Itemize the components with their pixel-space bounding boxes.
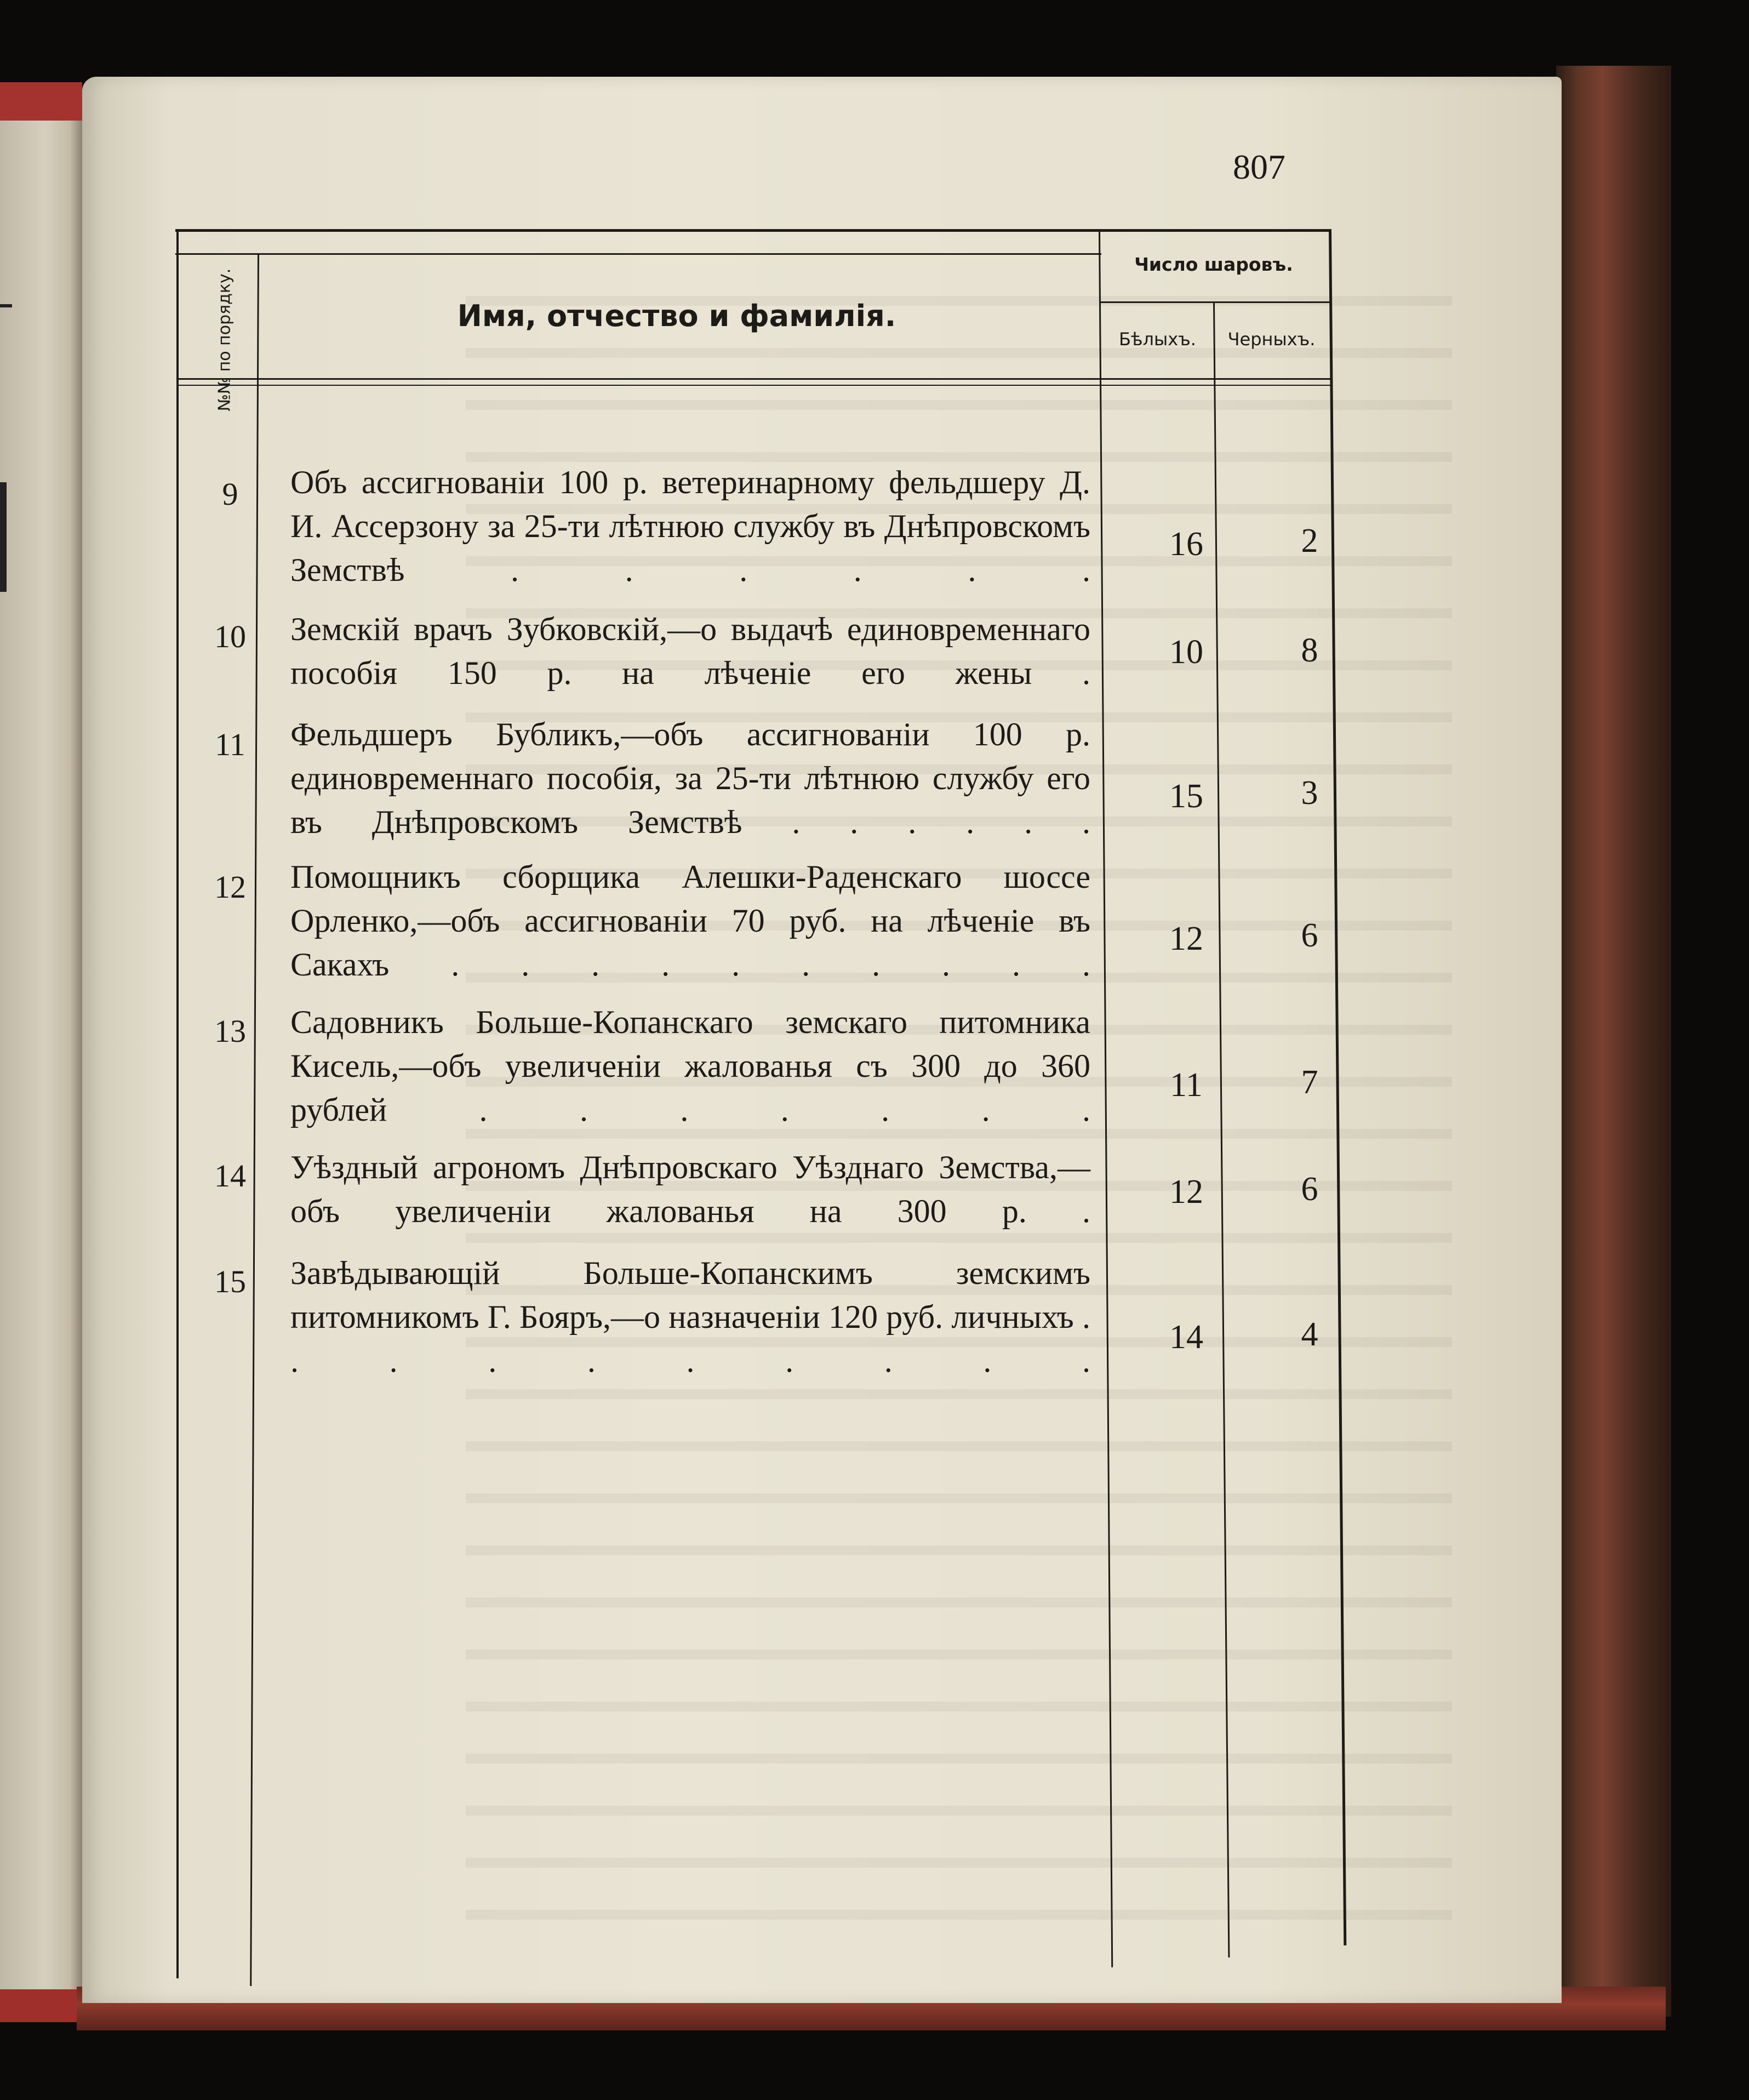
row-white-count: 14 [1169, 1319, 1203, 1356]
table-left-rule [176, 230, 179, 1978]
balls-subheader-rule [1100, 301, 1330, 303]
row-black-count: 3 [1301, 774, 1318, 812]
row-black-count: 6 [1301, 1171, 1318, 1208]
row-text: Садовникъ Больше-Копанскаго земскаго питомника Кисель,—объ увеличеніи жалованья съ 300 до 360 рублей . . . . . . . [290, 1004, 1090, 1128]
row-text: Уѣздный агрономъ Днѣпровскаго Уѣзднаго Земства,—объ увеличеніи жалованья на 300 р. . [290, 1149, 1090, 1229]
row-text: Земскій врачъ Зубковскій,—о выдачѣ единовременнаго пособія 150 р. на лѣченіе его жены . [290, 611, 1090, 691]
row-number: 10 [214, 619, 246, 654]
book-spine [1556, 66, 1671, 2017]
row-black-count: 2 [1301, 522, 1318, 560]
row-black-count: 7 [1301, 1064, 1318, 1101]
table-top-rule [175, 229, 1331, 232]
header-black-column: Черныхъ. [1227, 329, 1316, 350]
row-number: 15 [214, 1264, 246, 1299]
row-white-count: 12 [1169, 1173, 1203, 1211]
row-text: Помощникъ сборщика Алешки-Раденскаго шоссе Орленко,—объ ассигнованіи 70 руб. на лѣченіе въ Сакахъ . . . . . . . . . . [290, 859, 1090, 983]
row-text: Завѣдывающій Больше-Копанскимъ земскимъ питомникомъ Г. Бояръ,—о назначеніи 120 руб. личныхъ . . . . . . . . . . [290, 1255, 1090, 1379]
row-white-count: 11 [1170, 1066, 1203, 1104]
left-page [0, 82, 82, 2022]
row-number: 9 [222, 476, 238, 512]
left-page-mark [0, 304, 12, 307]
row-number: 14 [214, 1158, 246, 1194]
left-page-mark [0, 482, 7, 592]
header-name-column: Имя, отчество и фамилія. [457, 299, 896, 333]
row-black-count: 4 [1301, 1316, 1318, 1353]
row-white-count: 10 [1169, 634, 1203, 671]
row-black-count: 6 [1301, 917, 1318, 954]
table-top-rule-2 [175, 253, 1101, 255]
header-white-column: Бѣлыхъ. [1119, 329, 1196, 350]
row-number: 11 [215, 727, 245, 762]
row-text: Фельдшеръ Бубликъ,—объ ассигнованіи 100 р. единовременнаго пособія, за 25-ти лѣтнюю службу его въ Днѣпровскомъ Земствѣ . . . . . . [290, 716, 1090, 840]
header-bottom-rule [178, 378, 1331, 380]
row-number: 13 [214, 1013, 246, 1049]
row-text: Объ ассигнованіи 100 р. ветеринарному фельдшеру Д. И. Ассерзону за 25-ти лѣтнюю службу въ Днѣпровскомъ Земствѣ . . . . . . [290, 464, 1090, 588]
row-number: 12 [214, 869, 246, 905]
row-white-count: 15 [1169, 778, 1203, 815]
row-black-count: 8 [1301, 632, 1318, 669]
header-number-column: №№ по порядку. [215, 268, 234, 412]
header-bottom-rule-2 [178, 385, 1331, 386]
row-white-count: 12 [1169, 920, 1203, 957]
header-balls-group: Число шаровъ. [1134, 254, 1293, 275]
page-number: 807 [1233, 147, 1285, 186]
row-white-count: 16 [1169, 526, 1203, 563]
